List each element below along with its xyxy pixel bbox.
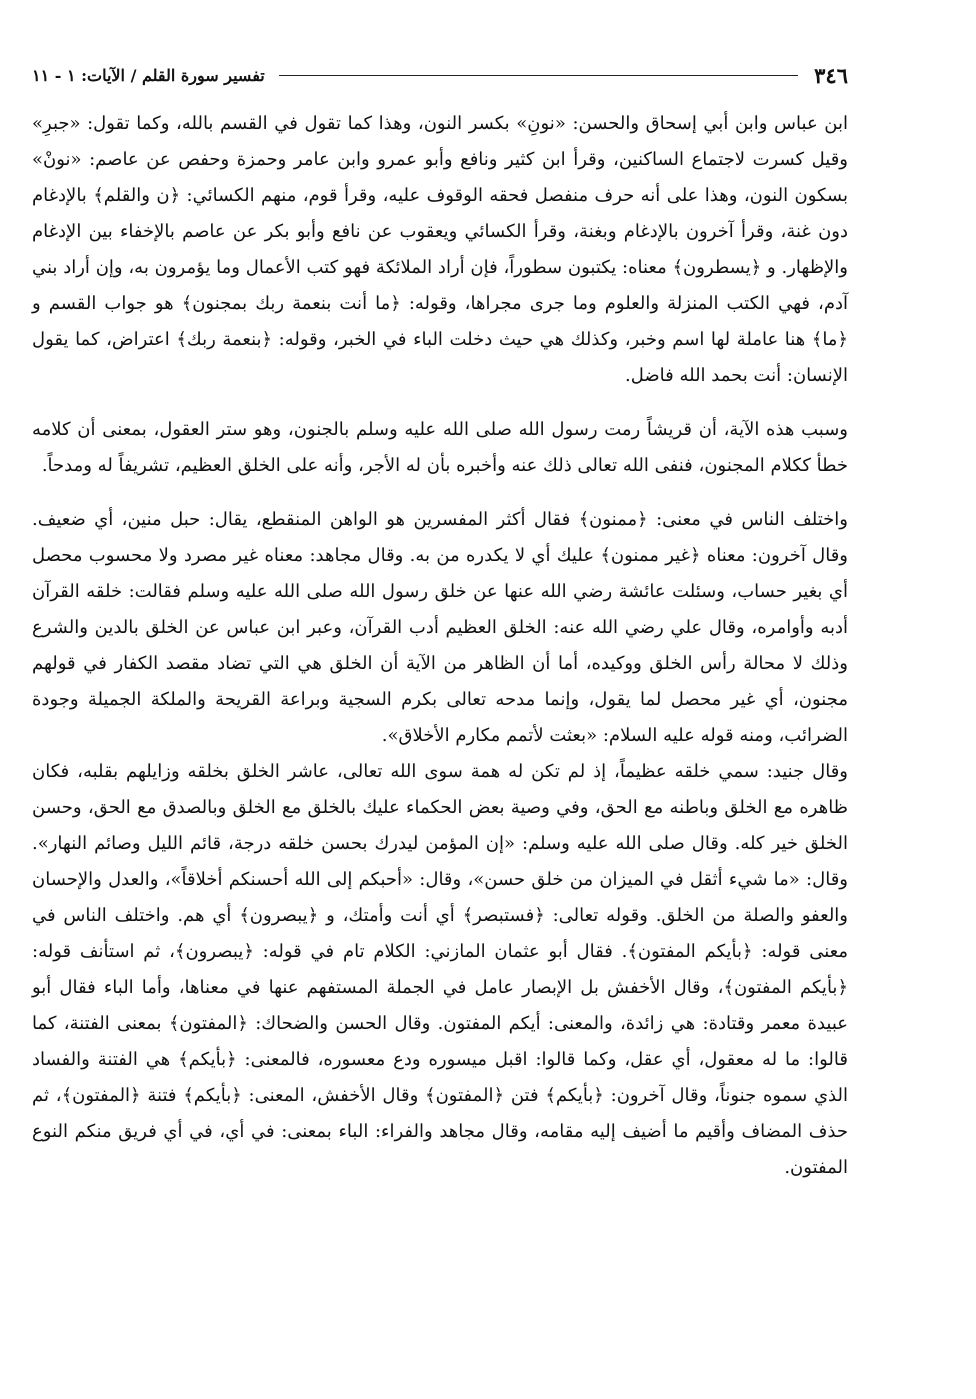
- running-title: تفسير سورة القلم / الآيات: ١ - ١١: [32, 65, 265, 85]
- page-header: [32, 58, 848, 92]
- paragraph-readings: ابن عباس وابن أبي إسحاق والحسن: «نونِ» بكسر النون، وهذا كما تقول في القسم بالله، وكما تقول: «جبرِ» وقيل كسرت لاجتماع الساكنين، وقرأ ابن كثير ونافع وأبو عمرو وابن عامر وحمزة وحفص عن عاصم: «نونْ» بسكون النون، وهذا على أنه حرف منفصل فحقه الوقوف عليه، وقرأ قوم، منهم الكسائي: ﴿ن والقلم﴾ بالإدغام دون غنة، وقرأ آخرون بالإدغام وبغنة، وقرأ الكسائي ويعقوب عن نافع وأبو بكر عن عاصم بالإخفاء بين الإدغام والإظهار. و ﴿يسطرون﴾ معناه: يكتبون سطوراً، فإن أراد الملائكة فهو كتب الأعمال وما يؤمرون به، وإن أراد بني آدم، فهي الكتب المنزلة والعلوم وما جرى مجراها، وقوله: ﴿ما أنت بنعمة ربك بمجنون﴾ هو جواب القسم و ﴿ما﴾ هنا عاملة لها اسم وخبر، وكذلك هي حيث دخلت الباء في الخبر، وقوله: ﴿بنعمة ربك﴾ اعتراض، كما يقول الإنسان: أنت بحمد الله فاضل.: [32, 113, 848, 386]
- paragraph-revelation-cause: وسبب هذه الآية، أن قريشاً رمت رسول الله صلى الله عليه وسلم بالجنون، وهو ستر العقول، بمعنى أن كلامه خطأ ككلام المجنون، فنفى الله تعالى ذلك عنه وأخبره بأن له الأجر، وأنه على الخلق العظيم، تشريفاً له ومدحاً.: [32, 419, 848, 476]
- header-rule: [279, 75, 798, 76]
- paragraph-junaid: وقال جنيد: سمي خلقه عظيماً، إذ لم تكن له همة سوى الله تعالى، عاشر الخلق بخلقه وزايلهم بقلبه، فكان ظاهره مع الخلق وباطنه مع الحق، وفي وصية بعض الحكماء عليك بالخلق مع الخلق وبالصدق مع الحق، وحسن الخلق خير كله. وقال صلى الله عليه وسلم: «إن المؤمن ليدرك بحسن خلقه درجة، قائم الليل وصائم النهار». وقال: «ما شيء أثقل في الميزان من خلق حسن»، وقال: «أحبكم إلى الله أحسنكم أخلاقاً»، والعدل والإحسان والعفو والصلة من الخلق. وقوله تعالى: ﴿فستبصر﴾ أي أنت وأمتك، و ﴿يبصرون﴾ أي هم. واختلف الناس في معنى قوله: ﴿بأيكم المفتون﴾. فقال أبو عثمان المازني: الكلام تام في قوله: ﴿يبصرون﴾، ثم استأنف قوله: ﴿بأيكم المفتون﴾، وقال الأخفش بل الإبصار عامل في الجملة المستفهم عنها في معناها، وأما الباء فقال أبو عبيدة معمر وقتادة: هي زائدة، والمعنى: أيكم المفتون. وقال الحسن والضحاك: ﴿المفتون﴾ بمعنى الفتنة، كما قالوا: ما له معقول، أي عقل، وكما قالوا: اقبل ميسوره ودع معسوره، فالمعنى: ﴿بأيكم﴾ هي الفتنة والفساد الذي سموه جنوناً، وقال آخرون: ﴿بأيكم﴾ فتن ﴿المفتون﴾ وقال الأخفش، المعنى: ﴿بأيكم﴾ فتنة ﴿المفتون﴾، ثم حذف المضاف وأقيم ما أضيف إليه مقامه، وقال مجاهد والفراء: الباء بمعنى: في أي، في أي فريق منكم النوع المفتون.: [32, 761, 848, 1178]
- page-number: ٣٤٦: [814, 62, 848, 88]
- paragraph-mamnun: واختلف الناس في معنى: ﴿ممنون﴾ فقال أكثر المفسرين هو الواهن المنقطع، يقال: حبل منين، أي ضعيف. وقال آخرون: معناه ﴿غير ممنون﴾ عليك أي لا يكدره من به. وقال مجاهد: معناه غير مصرد ولا محسوب محصل أي بغير حساب، وسئلت عائشة رضي الله عنها عن خلق رسول الله صلى الله عليه وسلم فقالت: خلقه القرآن أدبه وأوامره، وقال علي رضي الله عنه: الخلق العظيم أدب القرآن، وعبر ابن عباس عن الخلق بالدين والشرع وذلك لا محالة رأس الخلق ووكيده، أما أن الظاهر من الآية أن الخلق هي التي تضاد مقصد الكفار في قولهم مجنون، أي غير محصل لما يقول، وإنما مدحه تعالى بكرم السجية وبراعة القريحة والملكة الجميلة وجودة الضرائب، ومنه قوله عليه السلام: «بعثت لأتمم مكارم الأخلاق».: [32, 509, 848, 746]
- page-body: [32, 106, 848, 1186]
